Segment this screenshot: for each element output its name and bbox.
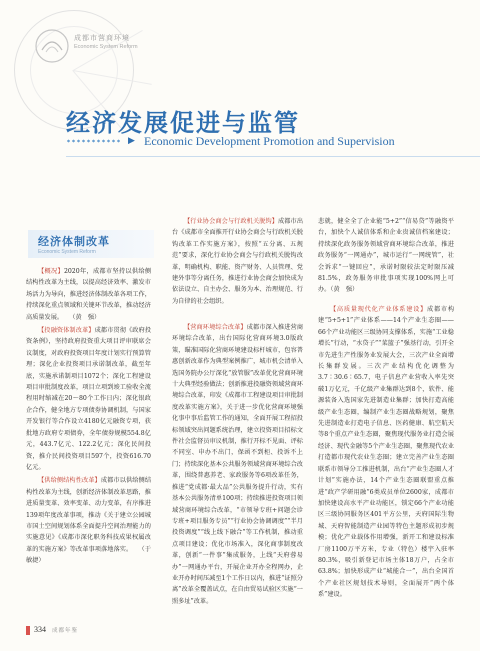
entry-text: 成都市贯彻《政府投资条例》，坚持政府投资重大项目评审联席会议制度，对政府投资项目年度计划实行预算管理；深化企业投资项目承诺制改革，截至年底，实施承诺制项目1072个；深化工程建设项目审批制度改革，项目立项到竣工验收全流程用时缩减在20～80个工作日内；深化银政企合作，健全地方专项债券协调机制，与国家开发银行等合作设立4180亿元融资专项，获批地方政府专项债券，全年债券规模554.8亿元，443.7亿元、122.2亿元；深化民间投资，推介民间投资项目597个，投资616.70亿元。 xyxy=(26,327,152,471)
section-name: 成都市营商环境 xyxy=(74,35,130,42)
paragraph xyxy=(172,216,303,307)
entry-tag: 【供给侧结构性改革】 xyxy=(38,477,101,485)
subsection-title: 经济体制改革 xyxy=(38,235,110,248)
book-name: 成都年鉴 xyxy=(52,628,79,634)
column-2-top xyxy=(172,216,303,309)
entry-text: 2020年，成都市坚持以供给侧结构性改革为主线，以提高经济效率、激发市场活力为导向，推进经济体制改革各项工作，持续深化重点领域和关键环节改革，推动经济高质量发展。 （黄 强） xyxy=(26,268,152,321)
paragraph xyxy=(26,475,151,566)
section-logo-icon xyxy=(32,26,72,66)
entry-text: 成都市深入推进营商环境综合改革，出台国际化营商环境3.0版政策，瞄准国际化营商环境建设标杆城市，包容普惠创新改革作为典型案例推广，城市机会清单入选国务院办公厅深化“放管服”改革优化营商环境十大典型经验做法；创新推进投融资领域营商环境综合改革，印发《成都市工程建设项目审批制度改革实施方案》，关于进一步优化营商环境强化事中事后监管工作的通知，全面开展工程招投标领域突出问题系统治理，建立投资项目招标文件社会监督员审议机制，推行开标不见面、评标不同室、申办不出门，保函不到柜、投诉不上门；持续深化基本公共服务领域营商环境综合改革，围绕普惠养老、家政服务等6项改革任务，推进“党成都·最大品”公共服务提升行动，实有基本公共服务清单100项；持续推进投资项目领域营商环境综合改革，“市领导专班+问题会诊专班+项目服务专员”“行业协会协调调度”“半月投资调度”“线上线下融合”等工作机制，推动重点项目建设；优化市场准入，深化商事制度改革，创新“一件事”集成服务，上线“天府蓉易办”一网通办平台，开展企业开办全程网办，企业开办时间压减至1个工作日以内，推进“证照分离”改革全覆盖试点，在自由贸易试验区实施“一照多址”改革。 xyxy=(172,324,303,605)
title-dots-decoration xyxy=(66,139,122,143)
subsection-heading xyxy=(28,230,158,260)
paragraph xyxy=(172,322,303,607)
entry-text: 成都市构建“5+5+1”产业体系——14个产业生态圈——66个产业功能区三级协同支撑体系，实施“工业稳增长”行动，“水贷子”“菜篮子”强基行动，引开全市先进生产性服务业发展大会，三次产业全面增长集群发展。三次产业结构优化调整为3.7∶30.6∶65.7，电子信息产业营收入率先突破1万亿元，千亿级产业集群达到8个，软件、能源装备入选国家先进制造业集群；加快打造高能级产业生态圈，编制产业生态圈战略规划，聚焦先进制造业打造电子信息、医药健康、航空航天等8个重点产业生态圈，聚焦现代服务业打造会展经济、现代金融等5个产业生态圈，聚焦现代农业打造都市现代农业生态圈；建立完善产业生态圈联系市领导分工推进机制，出台“产业生态圈人才计划”实施办法，14个产业生态圈联盟重点推进“政产学研用融”6类成员单位2600家，成都市加快建设高水平产业功能区，锁定66个产业功能区三级协同服务区401平方公里，天府国际生物城、天府智能制造产业园等特色主题形成初步规模；优化产业载体作用增强，新开工和建设标准厂房1100万平方米，专业（特色）楼宇入驻率80.3%，吸引新登记市场主体18万户，占全市63.8%；加快形成产业“城能合一”，出台全国首个产业社区规划技术导则，全面展开“两个体系”建设。 xyxy=(318,306,454,599)
subsection-title-en: Economic System Reform xyxy=(38,249,96,255)
page-number-marker xyxy=(26,626,30,635)
column-3-bottom xyxy=(318,304,454,644)
paragraph xyxy=(318,216,454,296)
entry-tag: 【高质量现代化产业体系建设】 xyxy=(330,306,428,313)
entry-tag: 【行业协会商会与行政机关脱钩】 xyxy=(184,218,279,225)
page-number: 334 xyxy=(34,625,46,634)
column-2-bottom xyxy=(172,322,303,622)
entry-text: 悲就，健全全了企业能“5+2”“信易贷”等融资平台，加快个人诚信体系和企业贵诚信档案建设；持续深化政务服务领域营商环境综合改革，推进政务服务“一网通办”，城市运行“一网统管”，社会诉求“一键回应”，承诺时限较法定时限压减81.5%，政务服务审批事项实现100%网上可办。（黄 强） xyxy=(318,218,454,294)
title-divider xyxy=(66,156,480,157)
header-banner xyxy=(0,0,480,185)
paragraph xyxy=(318,304,454,601)
entry-text: 成都市以供给侧结构性改革为主线，创新经济体制改革思路，推进质量变革、效率变革、动力变革，有序推进139项年度改革事项，推动《关于建立公园城市国土空间规划体系全面提升空间治理能力的实施意见》《成都市深化职务科技成果权属改革的实施方案》等改革事项落地落实。 （于敏捷） xyxy=(26,477,152,565)
chapter-title-en: Economic Development Promotion and Supervision xyxy=(144,134,395,148)
section-name-en: Economic System Reform xyxy=(74,44,138,50)
paragraph xyxy=(26,266,151,323)
paragraph xyxy=(26,325,151,473)
entry-tag: 【概况】 xyxy=(38,268,64,275)
arrow-right-icon: ▶ xyxy=(128,136,135,146)
chapter-title: 经济发展促进与监管 xyxy=(66,108,300,137)
entry-tag: 【营商环境综合改革】 xyxy=(184,324,247,331)
entry-text: 成都市出台《成都市全面推开行业协会商会与行政机关脱钩改革工作实施方案》，按照“五分离、五规范”要求，深化行业协会商会与行政机关脱钩改革，明确机构、职能、资产财务、人员管理、党建外事等分离任务，推进行业协会商会加快成为依法设立、自主办会、服务为本、治理规范、行为自律的社会组织。 xyxy=(172,218,304,305)
column-1 xyxy=(26,266,151,569)
column-3-top xyxy=(318,216,454,298)
entry-tag: 【投融资体制改革】 xyxy=(38,327,95,335)
